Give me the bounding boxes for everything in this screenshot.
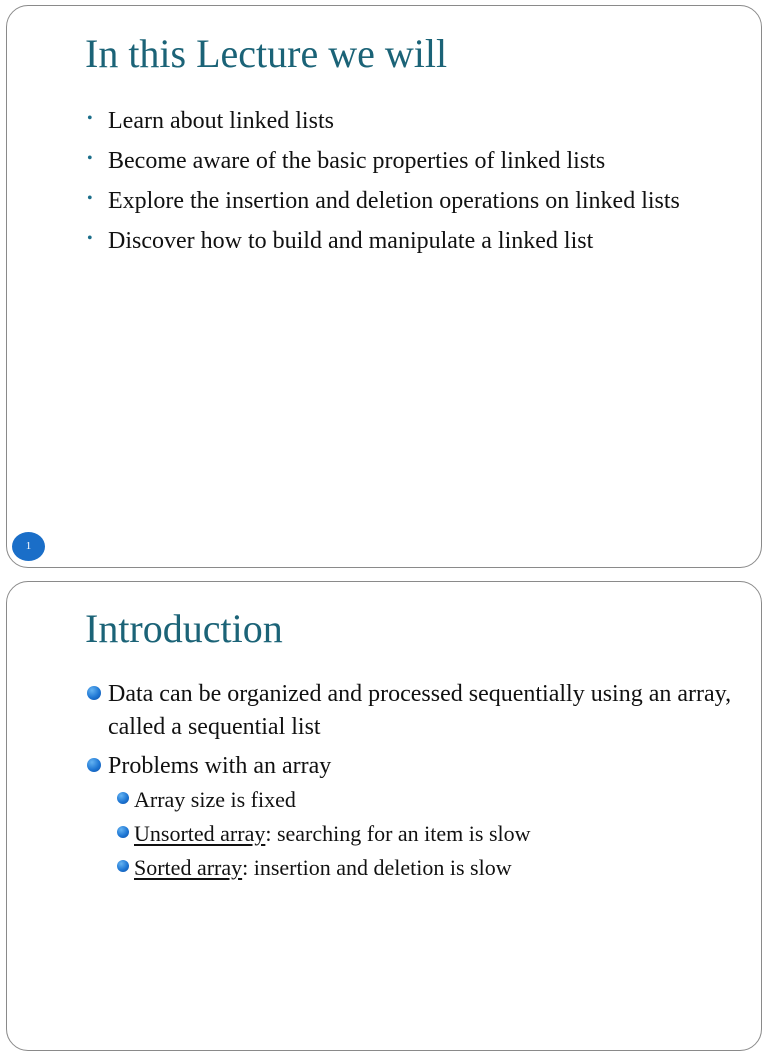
bullet-text: Discover how to build and manipulate a linked list (108, 228, 594, 254)
sub-bullet-term: Sorted array (134, 855, 243, 880)
blue-sphere-bullet-icon (117, 792, 129, 804)
list-item (85, 145, 735, 178)
list-item (85, 750, 735, 885)
sub-bullet-term: Unsorted array (134, 821, 266, 846)
bullet-text: Become aware of the basic properties of linked lists (108, 148, 606, 174)
list-item (85, 225, 735, 258)
sub-list-item (108, 817, 735, 851)
page-number-badge: 1 (12, 532, 45, 561)
list-item (85, 105, 735, 138)
slide-2 (6, 581, 762, 1051)
bullet-text: Data can be organized and processed sequentially using an array, called a sequential list (108, 681, 732, 740)
slide-1 (6, 5, 762, 568)
list-item (85, 678, 735, 744)
blue-sphere-bullet-icon (87, 758, 101, 772)
sub-list-item (108, 783, 735, 817)
blue-sphere-bullet-icon (87, 686, 101, 700)
sub-bullet-list (108, 783, 735, 885)
bullet-dot-icon: • (87, 110, 93, 127)
bullet-text: Problems with an array (108, 753, 332, 779)
slide-title: In this Lecture we will (85, 31, 448, 76)
blue-sphere-bullet-icon (117, 860, 129, 872)
bullet-dot-icon: • (87, 230, 93, 247)
bullet-dot-icon: • (87, 190, 93, 207)
slide-title: Introduction (85, 606, 283, 651)
bullet-text: Learn about linked lists (108, 108, 334, 134)
sub-list-item (108, 851, 735, 885)
bullet-list (85, 105, 735, 265)
bullet-text: Explore the insertion and deletion operations on linked lists (108, 188, 680, 214)
list-item (85, 185, 735, 218)
sub-bullet-text: : searching for an item is slow (265, 821, 531, 846)
sub-bullet-text: Array size is fixed (134, 787, 296, 812)
blue-sphere-bullet-icon (117, 826, 129, 838)
bullet-list (85, 678, 735, 891)
sub-bullet-text: : insertion and deletion is slow (242, 855, 512, 880)
bullet-dot-icon: • (87, 150, 93, 167)
